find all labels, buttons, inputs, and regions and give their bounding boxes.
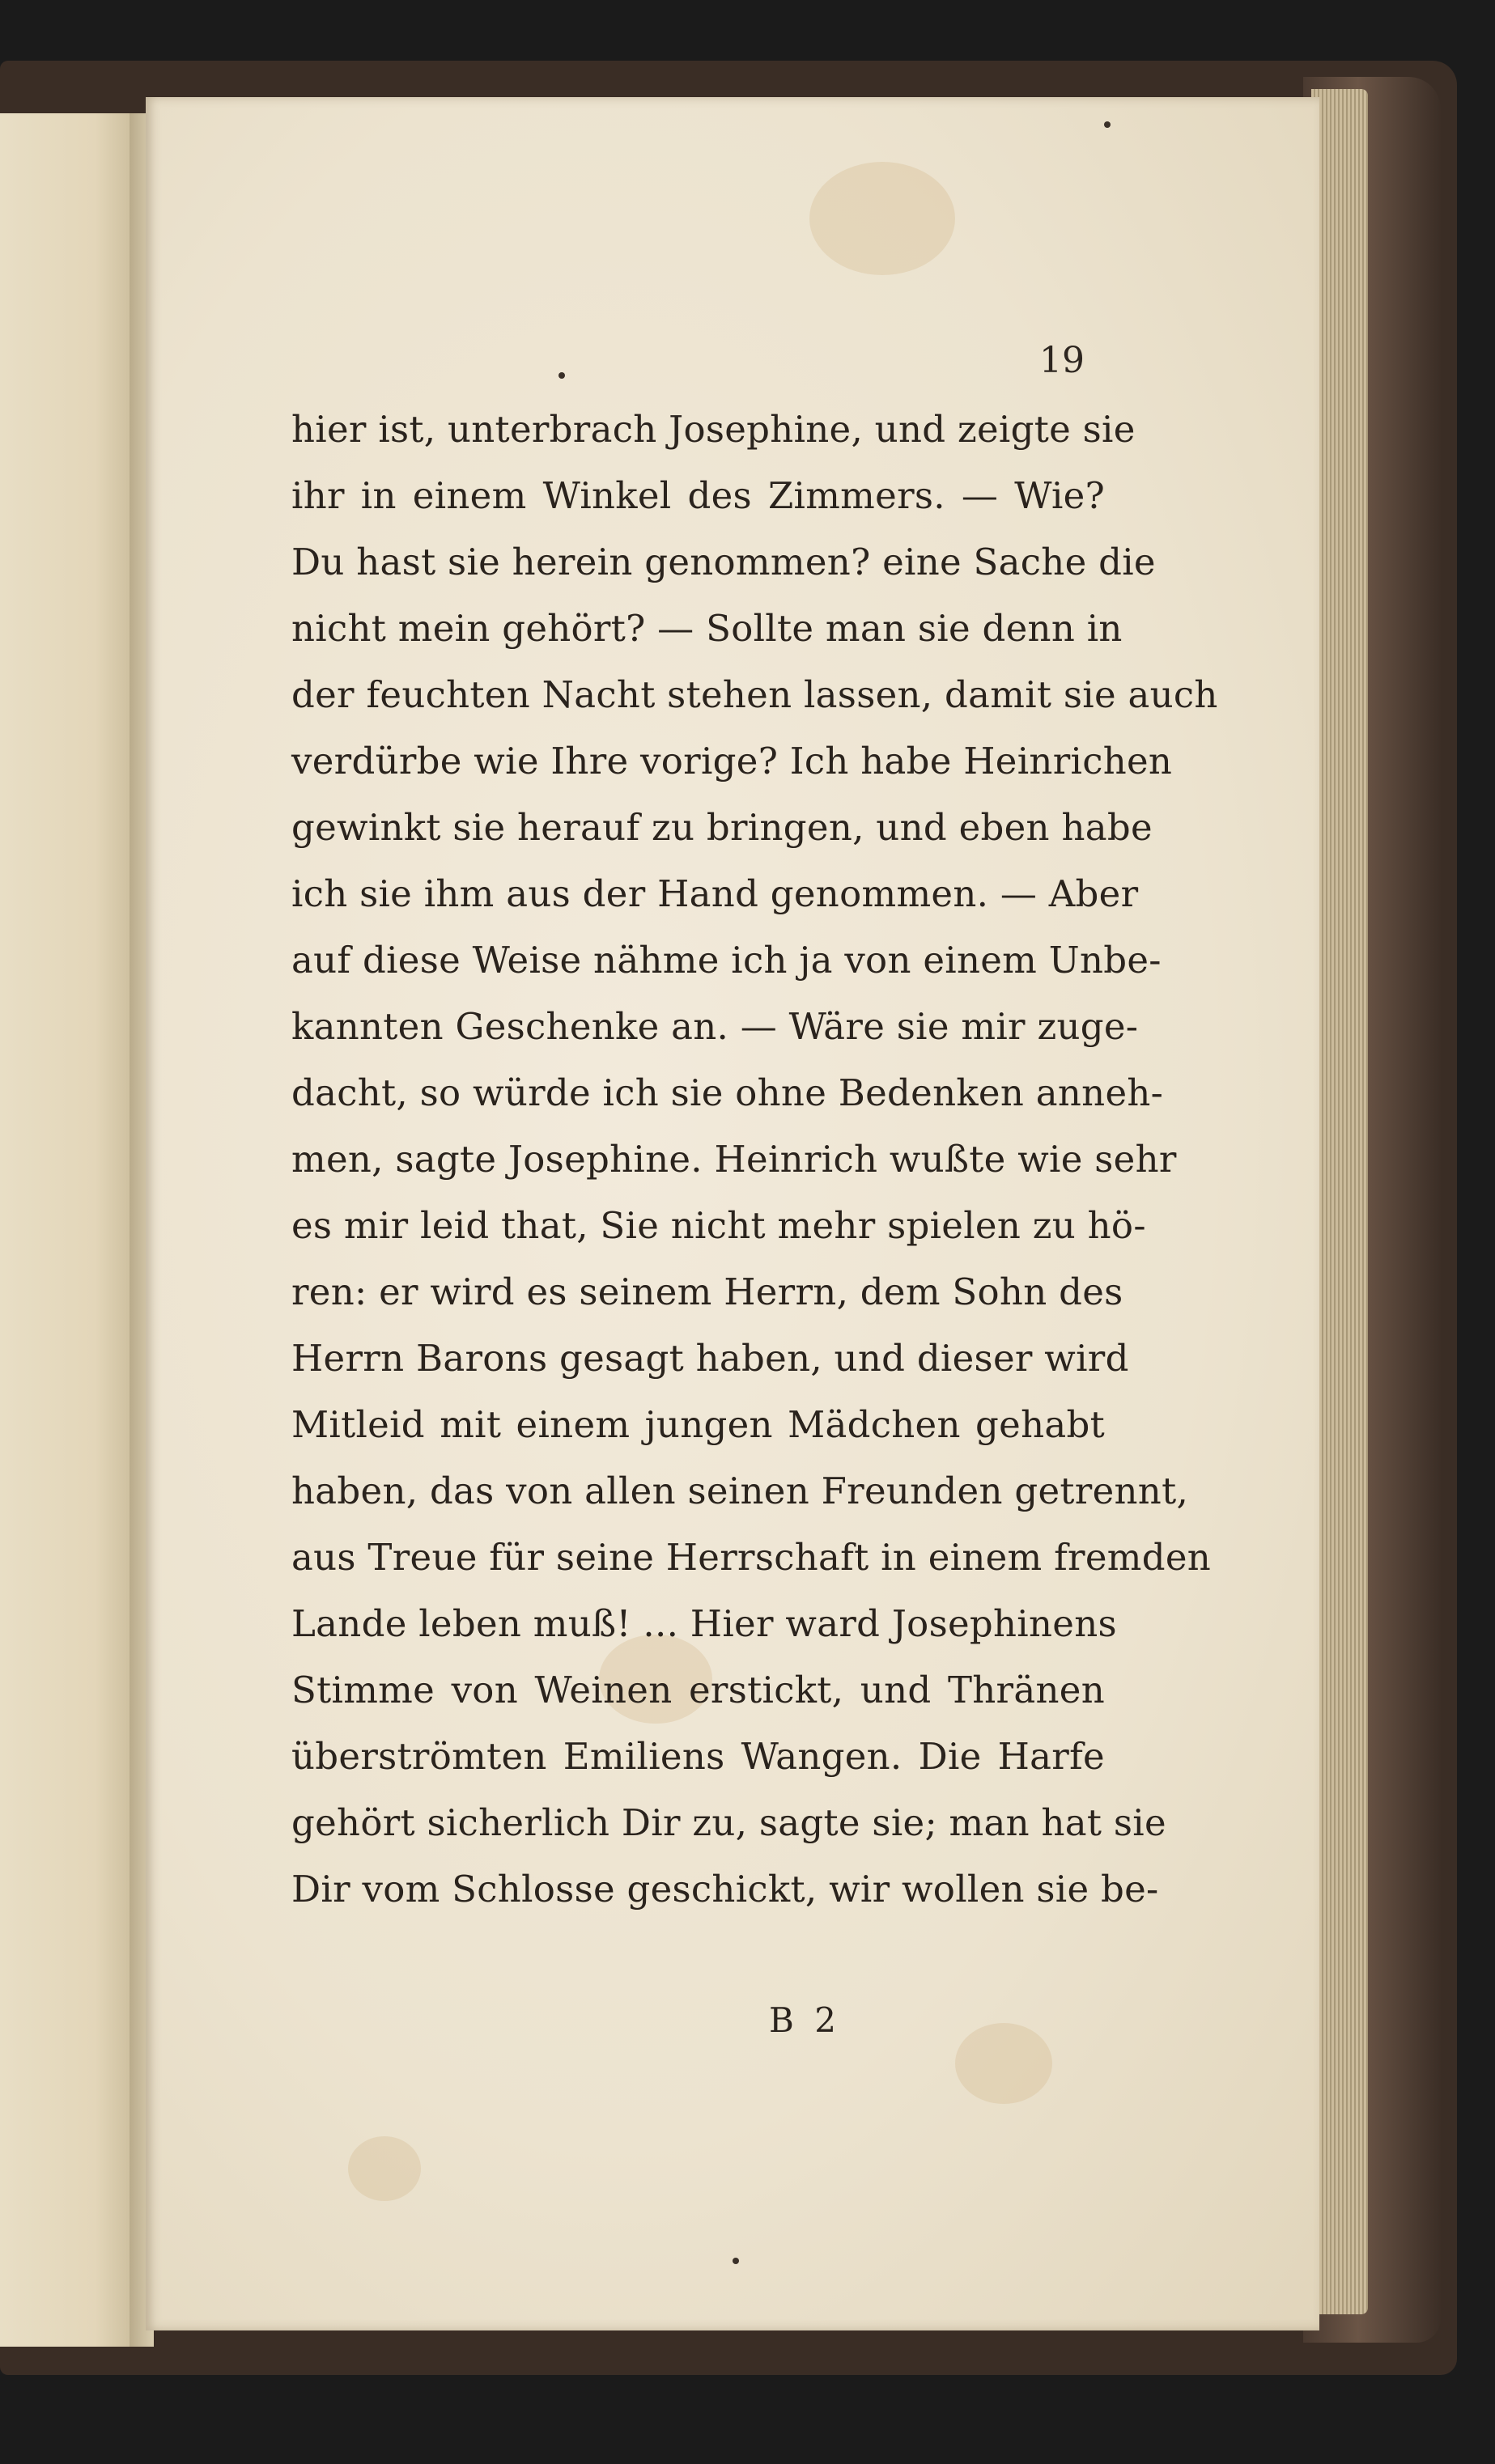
text-line: Du hast sie herein genommen? eine Sache die [291,541,1156,583]
page-number: 19 [1039,340,1085,381]
text-line: aus Treue für seine Herrschaft in einem fremden [291,1536,1212,1579]
text-line: ich sie ihm aus der Hand genommen. — Aber [291,872,1139,915]
text-line: men, sagte Josephine. Heinrich wußte wie sehr [291,1138,1177,1181]
text-line: Stimme von Weinen erstickt, und Thränen [291,1669,1105,1711]
text-line: kannten Geschenke an. — Wäre sie mir zuge- [291,1005,1139,1048]
paper-stain [348,2136,421,2201]
ink-speck [559,372,565,379]
text-line: ihr in einem Winkel des Zimmers. — Wie? [291,474,1105,517]
page-stack-edge [1311,89,1368,2314]
text-line: überströmten Emiliens Wangen. Die Harfe [291,1735,1105,1778]
ink-speck [1104,121,1111,128]
text-line: dacht, so würde ich sie ohne Bedenken anneh- [291,1071,1164,1114]
text-line: Lande leben muß! ... Hier ward Josephinens [291,1602,1117,1645]
paper-stain [809,162,955,275]
text-line: verdürbe wie Ihre vorige? Ich habe Heinrichen [291,740,1173,782]
text-line: auf diese Weise nähme ich ja von einem Unbe- [291,939,1162,982]
text-line: gewinkt sie herauf zu bringen, und eben habe [291,806,1153,849]
text-line: ren: er wird es seinem Herrn, dem Sohn des [291,1270,1123,1313]
text-line: haben, das von allen seinen Freunden getrennt, [291,1469,1189,1512]
text-line: der feuchten Nacht stehen lassen, damit sie auch [291,673,1218,716]
left-page-edge [0,113,136,2347]
text-line: gehört sicherlich Dir zu, sagte sie; man hat sie [291,1801,1166,1844]
text-line: Herrn Barons gesagt haben, und dieser wird [291,1337,1129,1380]
text-line: es mir leid that, Sie nicht mehr spielen zu hö- [291,1204,1146,1247]
text-line: Mitleid mit einem jungen Mädchen gehabt [291,1403,1105,1446]
ink-speck [733,2258,739,2264]
text-line: nicht mein gehört? — Sollte man sie denn in [291,607,1123,650]
text-line: Dir vom Schlosse geschickt, wir wollen sie be- [291,1868,1159,1911]
book-page [146,97,1319,2330]
paper-stain [955,2023,1052,2104]
signature-mark: B 2 [769,2000,841,2040]
text-line: hier ist, unterbrach Josephine, und zeigte sie [291,408,1136,451]
body-text [291,397,1218,1923]
